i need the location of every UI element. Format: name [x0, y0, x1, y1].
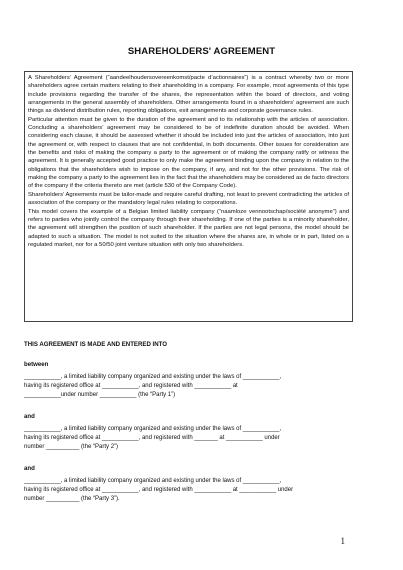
page-number: 1	[340, 536, 345, 546]
and-label: and	[24, 413, 35, 420]
intro-paragraph: This model covers the example of a Belgian limited liability company (“naamloze vennootschap/société anonyme”) and refers to parties who jointly control the company through their shareholding. If one of the parties is a minority shareholder, the agreement will strengthen the position of such shareholder. If the parties are not legal persons, the model should be adapted to such a situation. The model is not suited to the situation where the shares are, in whole or in part, listed on a regulated market, nor for a 50/50 joint venture situation with only two shareholders.	[28, 208, 349, 248]
section-heading: THIS AGREEMENT IS MADE AND ENTERED INTO	[24, 341, 167, 348]
intro-paragraph: Particular attention must be given to the duration of the agreement and to its relationship with the articles of association. Concluding a shareholders’ agreement may be considered to be of indefinite duration should be avoided. When considering each clause, it should be assessed whether it should be included into just the articles of association, into just the agreement or, with respect to clauses that are not confidential, in both documents. Other issues for consideration are the benefits and risks of making the company a party to the agreement or of making the company ratify or witness the agreement. It is generally accepted good practice to only make the agreement binding upon the company in relation to the obligations that the shareholders wish to impose on the company, if any, and not for the other provisions. The risk of making the company a party to the agreement lies in the fact that the shareholders may be considered as de facto directors of the company if the criteria thereto are met (article 530 of the Company Code).	[28, 116, 349, 190]
document-title: SHAREHOLDERS' AGREEMENT	[127, 46, 276, 57]
party2-line: ___________, a limited liability company organized and existing under the laws of ___________,	[24, 426, 282, 432]
intro-paragraph: A Shareholders’ Agreement (“aandeelhoudersovereenkomst/pacte d’actionnaires”) is a contract whereby two or more shareholders agree certain matters relating to their shareholding in a company. For example, most agreements of this type include provisions regarding the transfer of the shares, the representation within the board of directors, and voting arrangements in the general assembly of shareholders. Other arrangements found in a shareholders’ agreement are such things as dividend distribution rules, reporting obligations, exit arrangements and corporate governance rules.	[28, 75, 349, 115]
party3-line: having its registered office at ___________, and registered with ___________ at ___________ under	[24, 487, 294, 494]
party1-line: having its registered office at ___________, and registered with ___________ at	[24, 383, 238, 390]
party1-clause	[24, 373, 353, 401]
party3-line: number __________ (the “Party 3”).	[24, 496, 120, 503]
and-label: and	[24, 465, 35, 472]
party1-line: ___________under number ___________ (the “Party 1”)	[24, 392, 176, 399]
party2-clause	[24, 425, 353, 453]
party2-line: number __________ (the “Party 2”)	[24, 444, 119, 451]
party2-line: having its registered office at ___________, and registered with _______ at ___________ under	[24, 435, 280, 442]
party3-clause	[24, 477, 353, 505]
intro-box	[24, 71, 353, 322]
party1-line: ___________, a limited liability company organized and existing under the laws of ___________,	[24, 374, 282, 380]
between-label: between	[24, 361, 49, 368]
intro-paragraph: Shareholders’ Agreements must be tailor-made and require careful drafting, not least to prevent contradicting the articles of association of the company or the mandatory legal rules relating to corporations.	[28, 191, 349, 207]
party3-line: ___________, a limited liability company organized and existing under the laws of ___________,	[24, 478, 282, 484]
